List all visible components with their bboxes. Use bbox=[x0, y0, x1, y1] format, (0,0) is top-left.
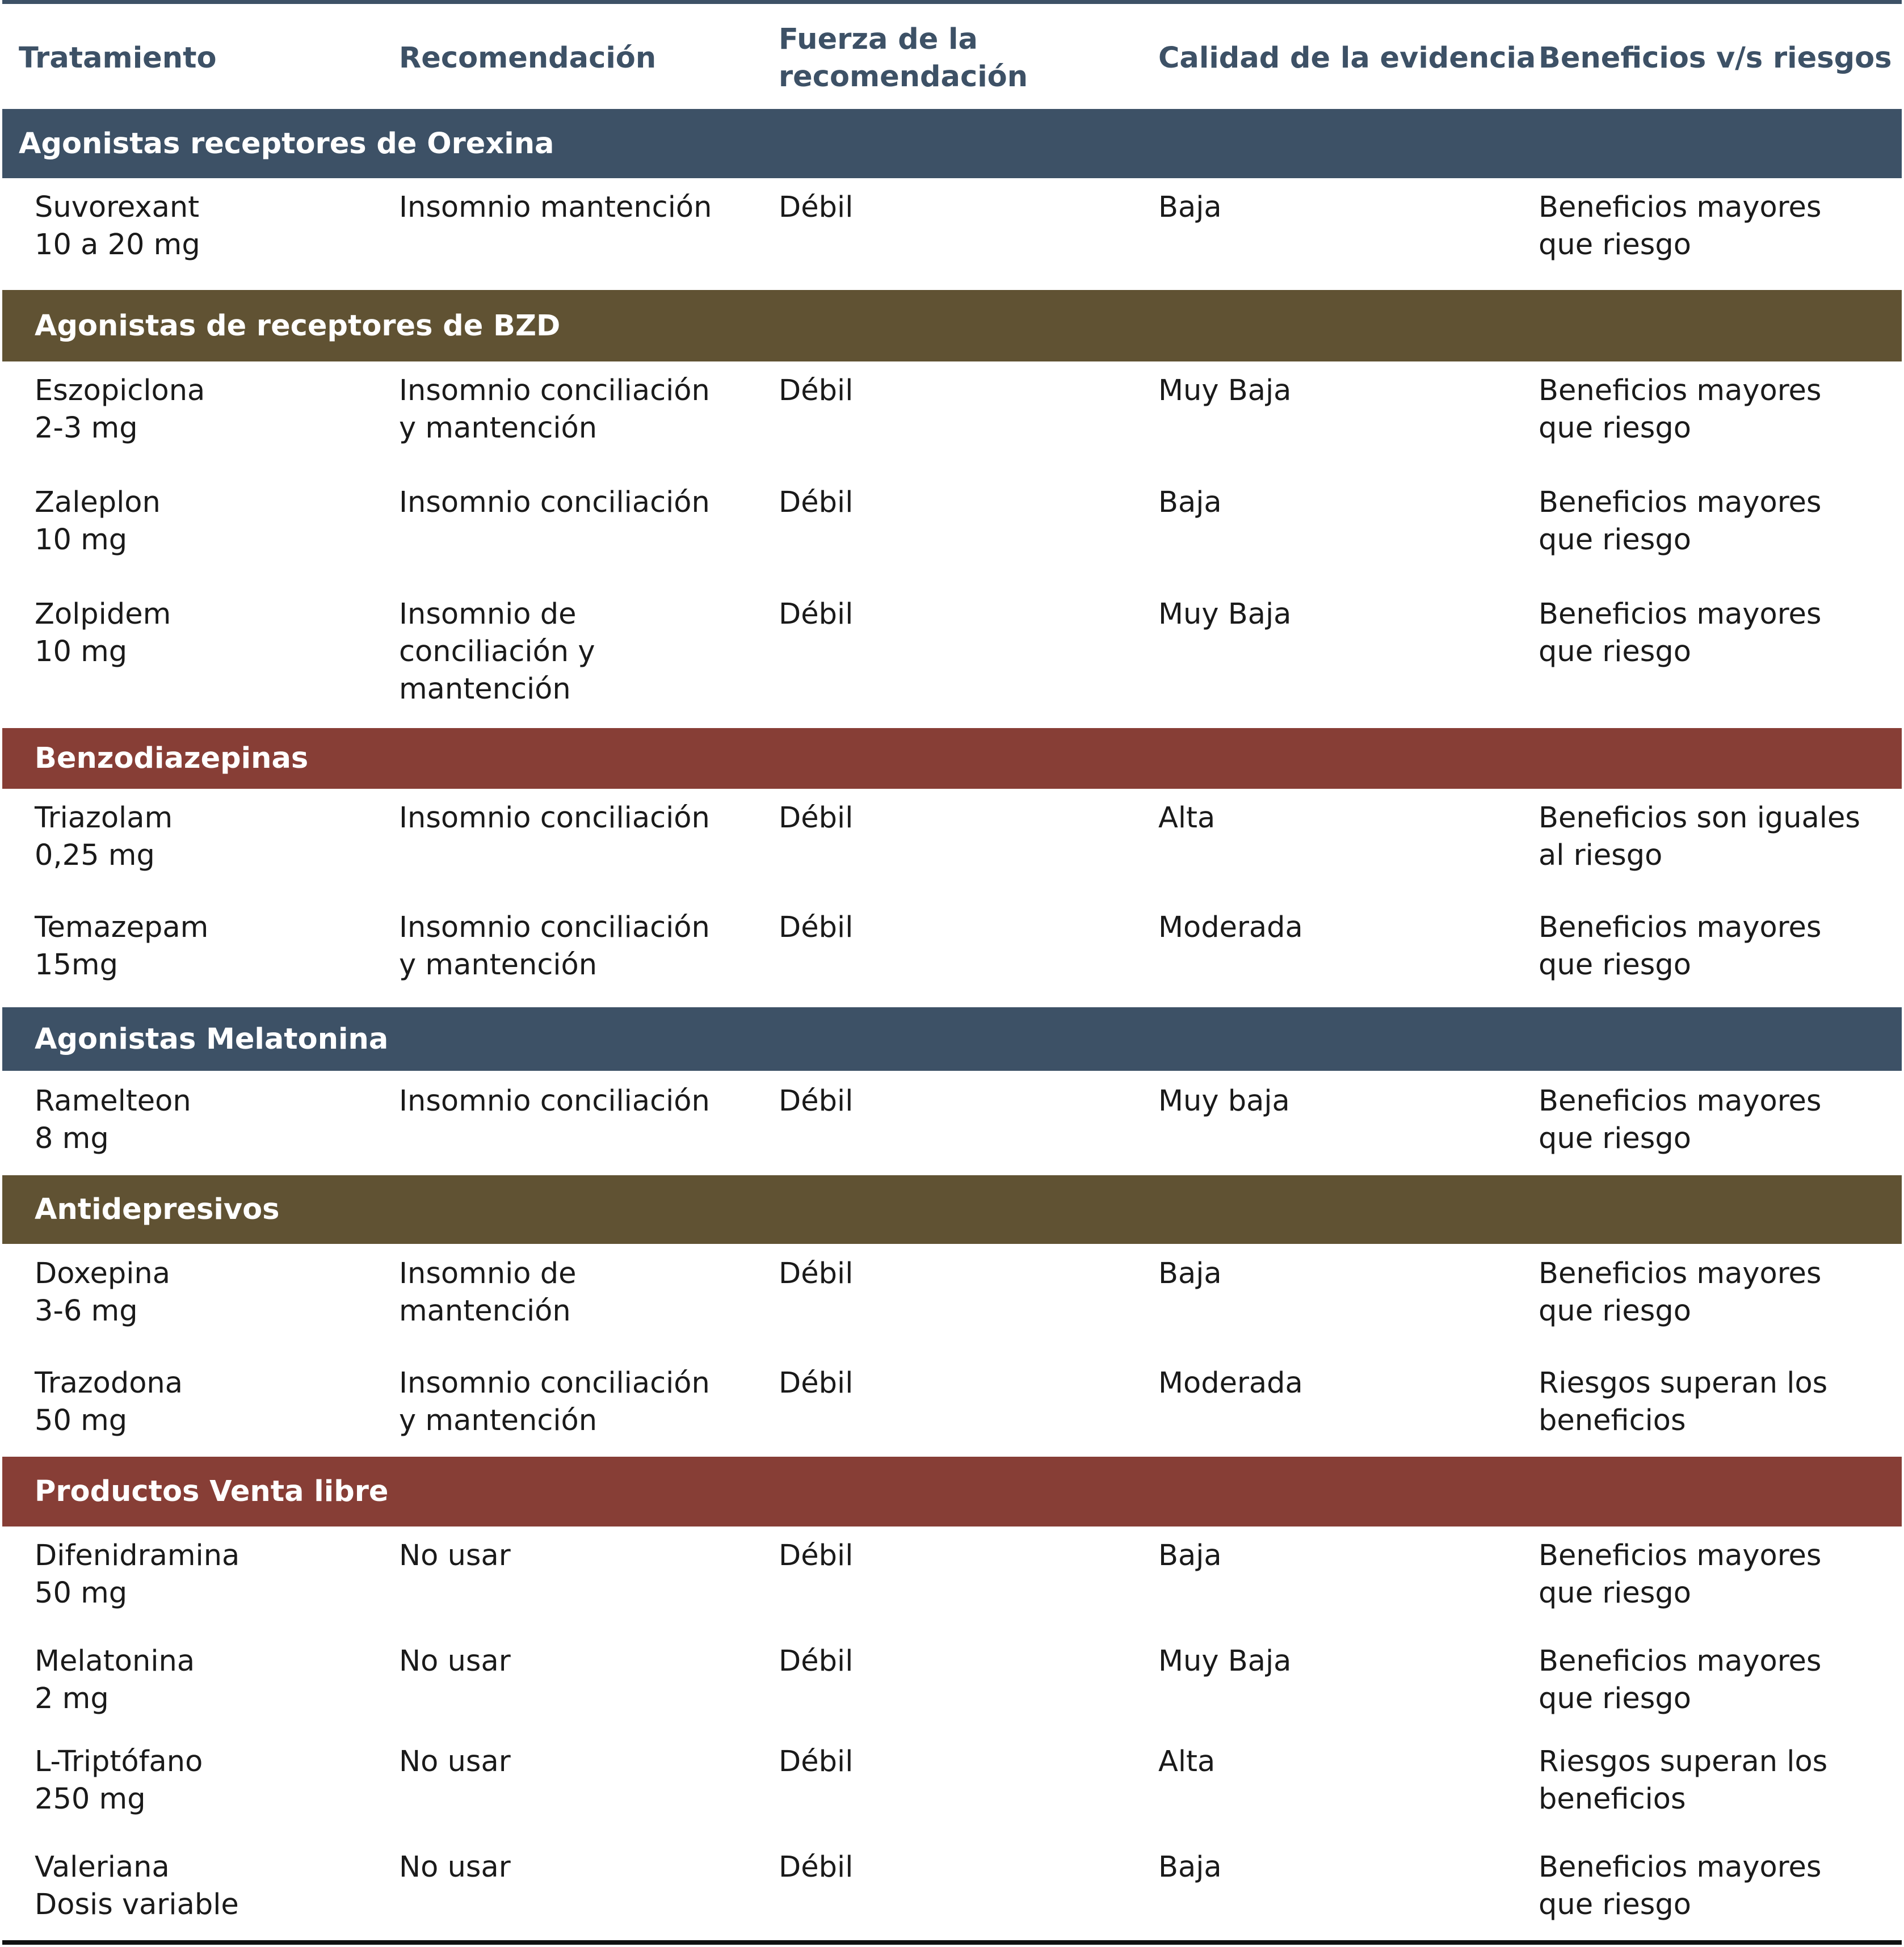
group-band-orexina bbox=[2, 109, 1902, 178]
cell-recomendacion: Insomnio conciliación bbox=[399, 486, 710, 519]
cell-recomendacion: No usar bbox=[399, 1539, 511, 1572]
cell-beneficios: Beneficios mayores que riesgo bbox=[1539, 1645, 1822, 1715]
group-band-venta-libre bbox=[2, 1457, 1902, 1527]
header-calidad: Calidad de la evidencia bbox=[1158, 41, 1536, 75]
cell-calidad: Muy baja bbox=[1158, 1084, 1290, 1118]
cell-recomendacion: Insomnio mantención bbox=[399, 191, 712, 224]
cell-beneficios: Riesgos superan los beneficios bbox=[1539, 1366, 1828, 1437]
cell-recomendacion: Insomnio conciliación bbox=[399, 1084, 710, 1118]
group-title: Productos Venta libre bbox=[35, 1475, 389, 1508]
group-title: Agonistas de receptores de BZD bbox=[35, 309, 561, 343]
cell-fuerza: Débil bbox=[779, 1366, 854, 1400]
group-band-bzd bbox=[2, 290, 1902, 361]
cell-calidad: Moderada bbox=[1158, 1366, 1303, 1400]
cell-tratamiento: Temazepam 15mg bbox=[35, 911, 209, 982]
group-title: Benzodiazepinas bbox=[35, 742, 309, 775]
cell-tratamiento: Doxepina 3-6 mg bbox=[35, 1257, 171, 1328]
cell-tratamiento: L-Triptófano 250 mg bbox=[35, 1745, 203, 1816]
cell-recomendacion: No usar bbox=[399, 1745, 511, 1778]
cell-beneficios: Beneficios mayores que riesgo bbox=[1539, 191, 1822, 262]
header-tratamiento: Tratamiento bbox=[19, 41, 217, 75]
cell-calidad: Muy Baja bbox=[1158, 374, 1292, 407]
cell-beneficios: Beneficios mayores que riesgo bbox=[1539, 1539, 1822, 1610]
cell-beneficios: Beneficios mayores que riesgo bbox=[1539, 1257, 1822, 1328]
cell-fuerza: Débil bbox=[779, 374, 854, 407]
cell-recomendacion: Insomnio conciliación y mantención bbox=[399, 911, 710, 982]
cell-tratamiento: Trazodona 50 mg bbox=[35, 1366, 183, 1437]
cell-calidad: Baja bbox=[1158, 1257, 1222, 1290]
header-recomendacion: Recomendación bbox=[399, 41, 657, 75]
cell-fuerza: Débil bbox=[779, 801, 854, 835]
cell-beneficios: Beneficios mayores que riesgo bbox=[1539, 1851, 1822, 1921]
cell-beneficios: Riesgos superan los beneficios bbox=[1539, 1745, 1828, 1816]
cell-fuerza: Débil bbox=[779, 1257, 854, 1290]
cell-calidad: Alta bbox=[1158, 1745, 1216, 1778]
cell-calidad: Moderada bbox=[1158, 911, 1303, 944]
cell-tratamiento: Difenidramina 50 mg bbox=[35, 1539, 240, 1610]
cell-calidad: Baja bbox=[1158, 486, 1222, 519]
group-band-melatonina bbox=[2, 1007, 1902, 1071]
cell-calidad: Alta bbox=[1158, 801, 1216, 835]
cell-recomendacion: Insomnio de conciliación y mantención bbox=[399, 598, 595, 706]
cell-fuerza: Débil bbox=[779, 1745, 854, 1778]
cell-tratamiento: Eszopiclona 2-3 mg bbox=[35, 374, 205, 445]
cell-calidad: Baja bbox=[1158, 1851, 1222, 1884]
group-title: Agonistas receptores de Orexina bbox=[19, 127, 554, 161]
cell-fuerza: Débil bbox=[779, 191, 854, 224]
cell-calidad: Muy Baja bbox=[1158, 1645, 1292, 1678]
cell-tratamiento: Suvorexant 10 a 20 mg bbox=[35, 191, 200, 262]
cell-beneficios: Beneficios mayores que riesgo bbox=[1539, 1084, 1822, 1155]
header-fuerza: Fuerza de la recomendación bbox=[779, 23, 1028, 94]
cell-fuerza: Débil bbox=[779, 1084, 854, 1118]
group-title: Antidepresivos bbox=[35, 1193, 280, 1226]
cell-calidad: Baja bbox=[1158, 1539, 1222, 1572]
cell-recomendacion: Insomnio de mantención bbox=[399, 1257, 577, 1328]
cell-fuerza: Débil bbox=[779, 598, 854, 631]
group-band-antidepresivos bbox=[2, 1175, 1902, 1244]
cell-recomendacion: No usar bbox=[399, 1851, 511, 1884]
cell-fuerza: Débil bbox=[779, 1645, 854, 1678]
cell-tratamiento: Ramelteon 8 mg bbox=[35, 1084, 191, 1155]
top-rule bbox=[2, 0, 1902, 4]
group-band-benzodiazepinas bbox=[2, 728, 1902, 789]
group-title: Agonistas Melatonina bbox=[35, 1022, 389, 1056]
cell-recomendacion: Insomnio conciliación y mantención bbox=[399, 1366, 710, 1437]
cell-calidad: Muy Baja bbox=[1158, 598, 1292, 631]
cell-tratamiento: Triazolam 0,25 mg bbox=[35, 801, 173, 872]
cell-beneficios: Beneficios mayores que riesgo bbox=[1539, 374, 1822, 445]
table-header bbox=[0, 4, 1904, 109]
cell-fuerza: Débil bbox=[779, 1851, 854, 1884]
cell-beneficios: Beneficios mayores que riesgo bbox=[1539, 486, 1822, 557]
cell-fuerza: Débil bbox=[779, 911, 854, 944]
cell-tratamiento: Zaleplon 10 mg bbox=[35, 486, 161, 557]
cell-fuerza: Débil bbox=[779, 1539, 854, 1572]
cell-beneficios: Beneficios mayores que riesgo bbox=[1539, 911, 1822, 982]
cell-recomendacion: Insomnio conciliación bbox=[399, 801, 710, 835]
cell-beneficios: Beneficios mayores que riesgo bbox=[1539, 598, 1822, 668]
cell-recomendacion: No usar bbox=[399, 1645, 511, 1678]
cell-tratamiento: Valeriana Dosis variable bbox=[35, 1851, 239, 1921]
cell-recomendacion: Insomnio conciliación y mantención bbox=[399, 374, 710, 445]
cell-tratamiento: Melatonina 2 mg bbox=[35, 1645, 195, 1715]
bottom-rule bbox=[2, 1940, 1902, 1945]
cell-tratamiento: Zolpidem 10 mg bbox=[35, 598, 171, 668]
header-beneficios: Beneficios v/s riesgos bbox=[1539, 41, 1892, 75]
cell-fuerza: Débil bbox=[779, 486, 854, 519]
cell-calidad: Baja bbox=[1158, 191, 1222, 224]
cell-beneficios: Beneficios son iguales al riesgo bbox=[1539, 801, 1860, 872]
